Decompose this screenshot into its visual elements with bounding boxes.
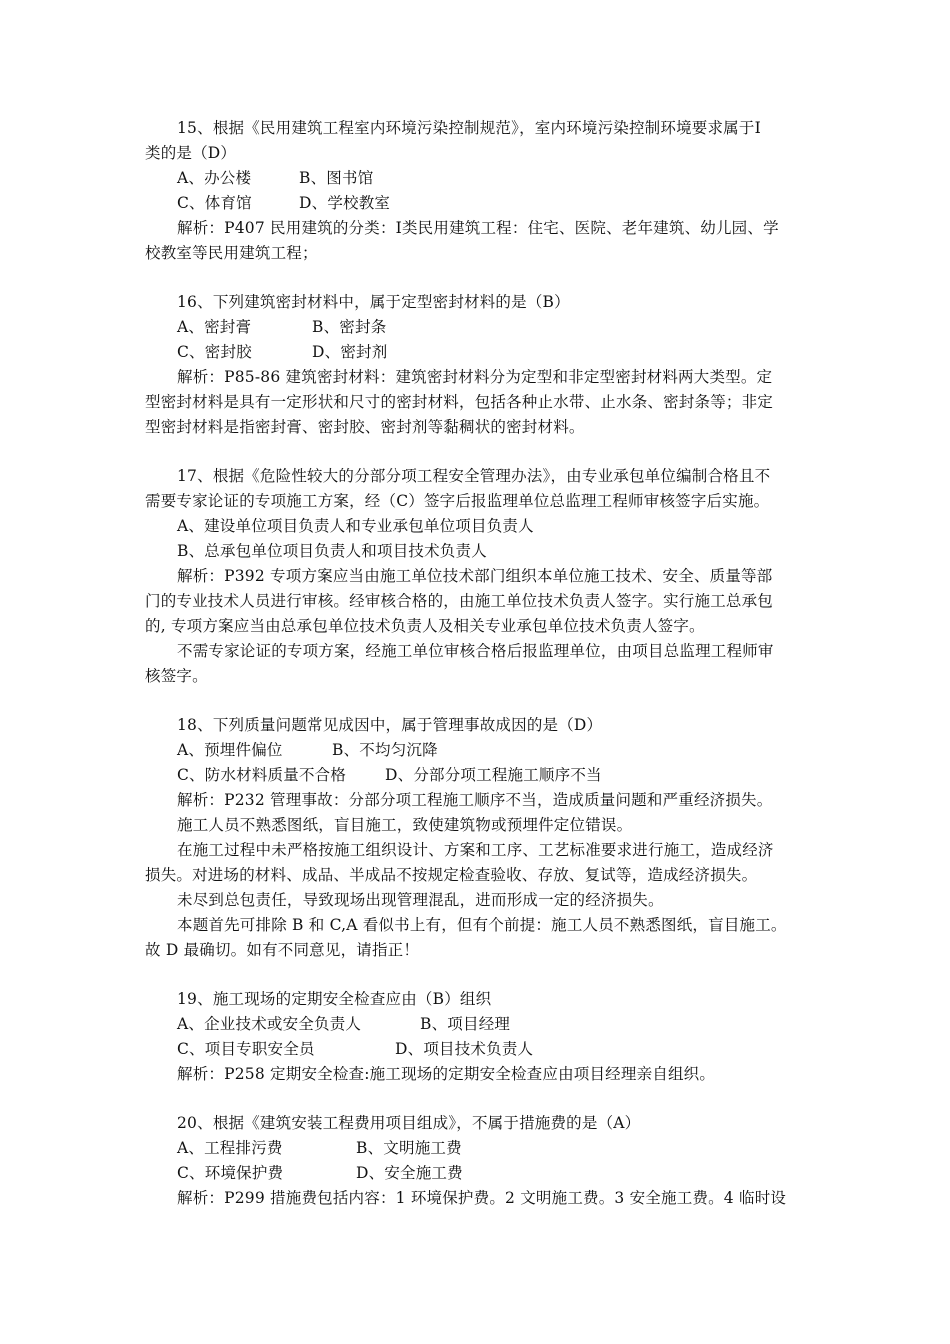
q15-stem-line-2: 类的是（D） — [145, 144, 237, 162]
q19-option-d: D、项目技术负责人 — [395, 1040, 534, 1058]
q20-option-a: A、工程排污费 — [177, 1139, 283, 1157]
q16-analysis-line-2: 型密封材料是具有一定形状和尺寸的密封材料，包括各种止水带、止水条、密封条等；非定 — [145, 393, 774, 411]
q16-option-d: D、密封剂 — [312, 343, 388, 361]
q18-analysis-line-4: 损失。对进场的材料、成品、半成品不按规定检查验收、存放、复试等，造成经济损失。 — [145, 866, 758, 884]
q20-options-row-1 — [177, 1138, 462, 1158]
q15-stem-line-1: 15、根据《民用建筑工程室内环境污染控制规范》，室内环境污染控制环境要求属于Ⅰ — [177, 119, 761, 137]
q15-analysis-line-2: 校教室等民用建筑工程； — [145, 244, 318, 262]
q20-option-d: D、安全施工费 — [356, 1164, 463, 1182]
q15-option-a: A、办公楼 — [177, 169, 252, 187]
q17-stem-line-2: 需要专家论证的专项施工方案，经（C）签字后报监理单位总监理工程师审核签字后实施。 — [145, 492, 770, 510]
q17-analysis-line-1: 解析：P392 专项方案应当由施工单位技术部门组织本单位施工技术、安全、质量等部 — [177, 567, 773, 585]
q19-options-row-1 — [177, 1014, 510, 1034]
q17-analysis-line-2: 门的专业技术人员进行审核。经审核合格的，由施工单位技术负责人签字。实行施工总承包 — [145, 592, 774, 610]
q15-analysis-line-1: 解析：P407 民用建筑的分类：Ⅰ类民用建筑工程：住宅、医院、老年建筑、幼儿园、学 — [177, 219, 779, 237]
q16-option-b: B、密封条 — [312, 318, 387, 336]
q15-option-d: D、学校教室 — [299, 194, 391, 212]
q17-option-b: B、总承包单位项目负责人和项目技术负责人 — [177, 542, 487, 560]
q20-option-b: B、文明施工费 — [356, 1139, 462, 1157]
q17-option-a: A、建设单位项目负责人和专业承包单位项目负责人 — [177, 517, 534, 535]
q20-option-c: C、环境保护费 — [177, 1164, 284, 1182]
q17-analysis-line-4: 不需专家论证的专项方案，经施工单位审核合格后报监理单位，由项目总监理工程师审 — [177, 642, 774, 660]
q19-option-c: C、项目专职安全员 — [177, 1040, 315, 1058]
q15-option-c: C、体育馆 — [177, 194, 252, 212]
q16-options-row-1 — [177, 317, 386, 337]
q16-options-row-2 — [177, 342, 387, 362]
q19-option-a: A、企业技术或安全负责人 — [177, 1015, 362, 1033]
q19-analysis-line-1: 解析：P258 定期安全检查:施工现场的定期安全检查应由项目经理亲自组织。 — [177, 1065, 716, 1083]
q16-analysis-line-3: 型密封材料是指密封膏、密封胶、密封剂等黏稠状的密封材料。 — [145, 418, 585, 436]
q18-analysis-line-3: 在施工过程中未严格按施工组织设计、方案和工序、工艺标准要求进行施工，造成经济 — [177, 841, 774, 859]
q18-option-c: C、防水材料质量不合格 — [177, 766, 347, 784]
q19-options-row-2 — [177, 1039, 533, 1059]
q18-analysis-line-5: 未尽到总包责任，导致现场出现管理混乱，进而形成一定的经济损失。 — [177, 891, 664, 909]
q16-analysis-line-1: 解析：P85-86 建筑密封材料：建筑密封材料分为定型和非定型密封材料两大类型。定 — [177, 368, 773, 386]
q18-option-d: D、分部分项工程施工顺序不当 — [385, 766, 602, 784]
q19-option-b: B、项目经理 — [420, 1015, 511, 1033]
q18-analysis-line-2: 施工人员不熟悉图纸，盲目施工，致使建筑物或预埋件定位错误。 — [177, 816, 633, 834]
q17-stem-line-1: 17、根据《危险性较大的分部分项工程安全管理办法》，由专业承包单位编制合格且不 — [177, 467, 771, 485]
q20-options-row-2 — [177, 1163, 463, 1183]
q15-options-row-2 — [177, 193, 390, 213]
q18-analysis-line-6: 本题首先可排除 B 和 C,A 看似书上有，但有个前提：施工人员不熟悉图纸，盲目施工。 — [177, 916, 787, 934]
q18-analysis-line-1: 解析：P232 管理事故：分部分项工程施工顺序不当，造成质量问题和严重经济损失。 — [177, 791, 773, 809]
q20-analysis-line-1: 解析：P299 措施费包括内容：1 环境保护费。2 文明施工费。3 安全施工费。4 临时设 — [177, 1189, 787, 1207]
q18-analysis-line-7: 故 D 最确切。如有不同意见，请指正！ — [145, 941, 420, 959]
q16-option-c: C、密封胶 — [177, 343, 252, 361]
q18-options-row-1 — [177, 740, 438, 760]
q18-option-a: A、预埋件偏位 — [177, 741, 283, 759]
q18-options-row-2 — [177, 765, 602, 785]
q18-option-b: B、不均匀沉降 — [332, 741, 438, 759]
q17-analysis-line-5: 核签字。 — [145, 667, 208, 685]
q20-stem-line-1: 20、根据《建筑安装工程费用项目组成》，不属于措施费的是（A） — [177, 1114, 641, 1132]
q18-stem-line-1: 18、下列质量问题常见成因中，属于管理事故成因的是（D） — [177, 716, 603, 734]
q15-options-row-1 — [177, 168, 373, 188]
q15-option-b: B、图书馆 — [299, 169, 374, 187]
q16-option-a: A、密封膏 — [177, 318, 252, 336]
q16-stem-line-1: 16、下列建筑密封材料中，属于定型密封材料的是（B） — [177, 293, 570, 311]
q19-stem-line-1: 19、施工现场的定期安全检查应由（B）组织 — [177, 990, 492, 1008]
q17-analysis-line-3: 的, 专项方案应当由总承包单位技术负责人及相关专业承包单位技术负责人签字。 — [145, 617, 705, 635]
